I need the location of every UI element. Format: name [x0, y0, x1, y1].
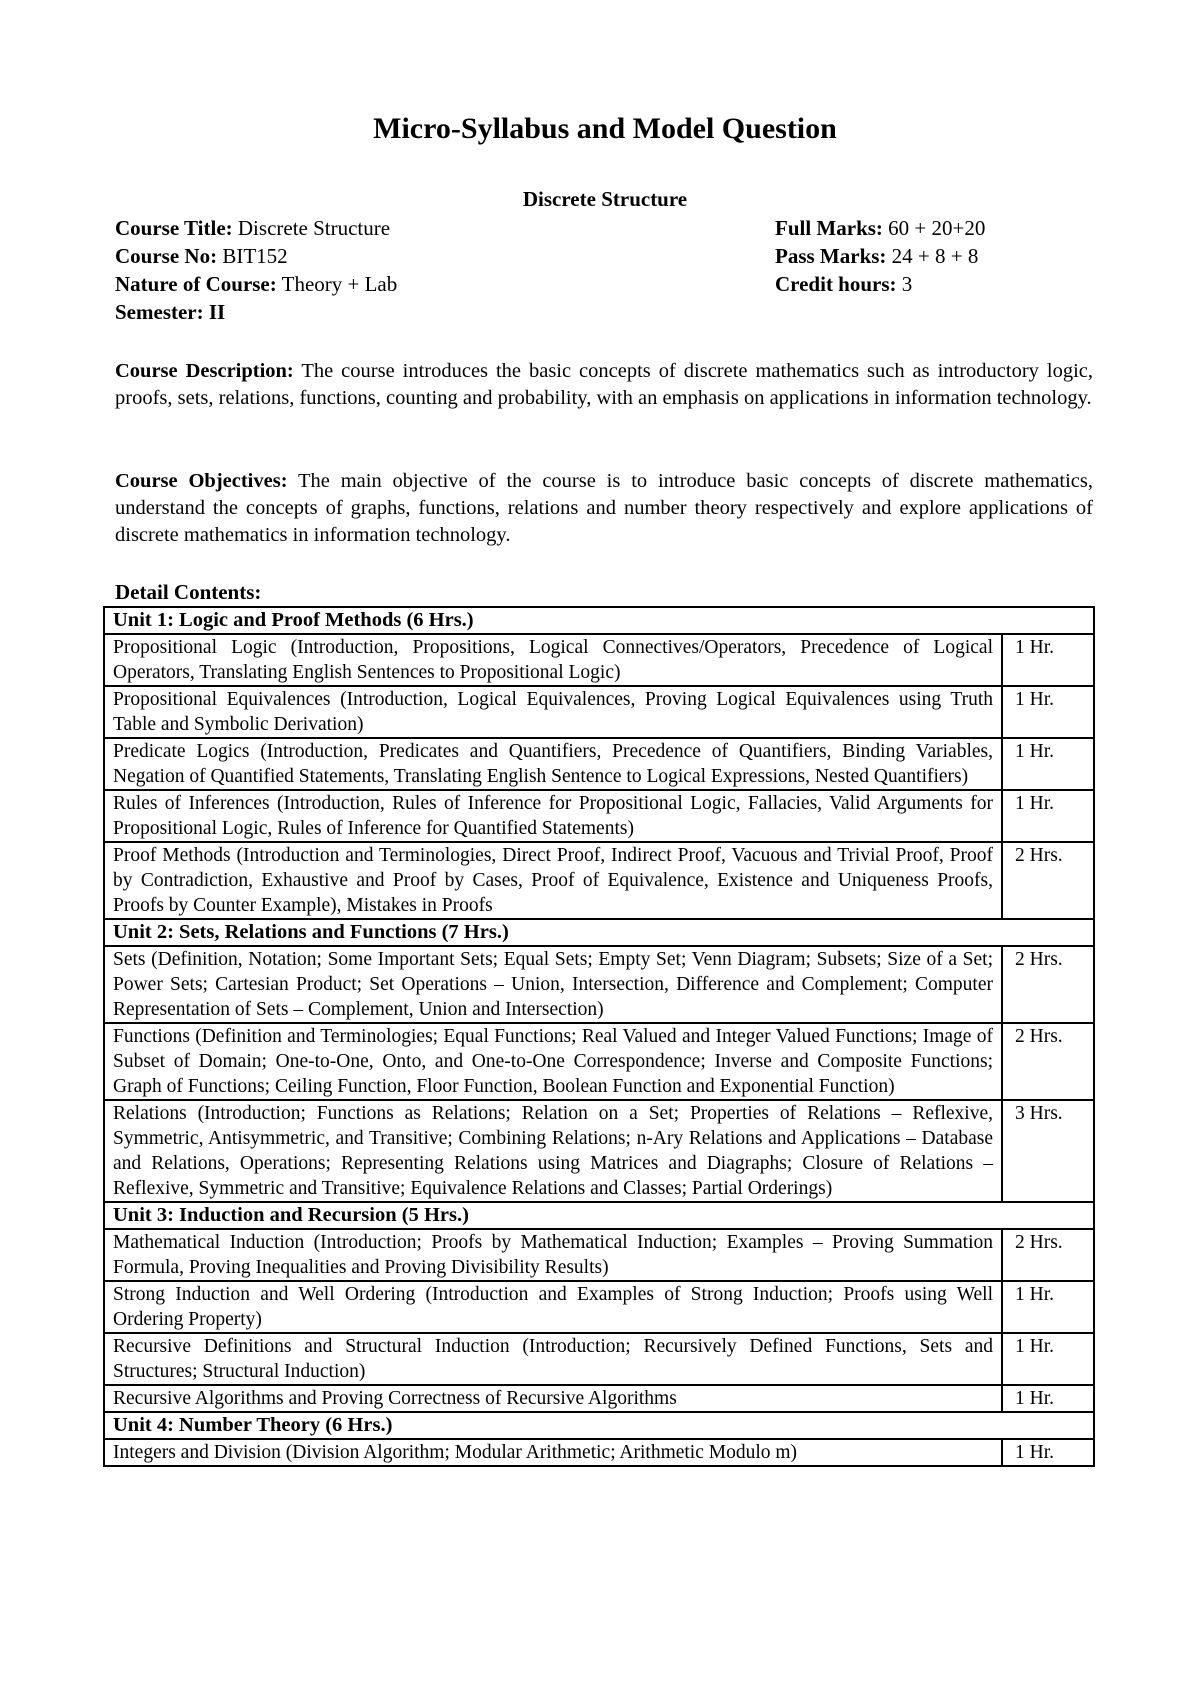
- topic-cell: Propositional Logic (Introduction, Propositions, Logical Connectives/Operators, Precedence of Logical Operators, Translating English Sentences to Propositional Logic): [104, 634, 1002, 686]
- table-row: [104, 1229, 1094, 1281]
- course-title-line: Course Title: Discrete Structure: [115, 216, 391, 240]
- topic-cell: Strong Induction and Well Ordering (Introduction and Examples of Strong Induction; Proofs using Well Ordering Property): [104, 1281, 1002, 1333]
- topic-cell: Recursive Definitions and Structural Induction (Introduction; Recursively Defined Functions, Sets and Structures; Structural Induction): [104, 1333, 1002, 1385]
- topic-cell: Rules of Inferences (Introduction, Rules of Inference for Propositional Logic, Fallacies, Valid Arguments for Propositional Logic, Rules of Inference for Quantified Statements): [104, 790, 1002, 842]
- table-row: [104, 1281, 1094, 1333]
- document-subtitle: Discrete Structure: [522, 187, 688, 211]
- unit-header-row: [104, 1202, 1094, 1229]
- hours-cell: 1 Hr.: [1002, 634, 1094, 686]
- table-row: [104, 1100, 1094, 1202]
- table-row: [104, 634, 1094, 686]
- table-row: [104, 686, 1094, 738]
- table-row: [104, 946, 1094, 1023]
- nature-of-course-line: Nature of Course: Theory + Lab: [115, 272, 398, 296]
- hours-cell: 1 Hr.: [1002, 686, 1094, 738]
- hours-cell: 1 Hr.: [1002, 790, 1094, 842]
- topic-cell: Functions (Definition and Terminologies; Equal Functions; Real Valued and Integer Valued Functions; Image of Subset of Domain; One-to-One, Onto, and One-to-One Correspondence; Inverse and Composite Functions; Graph of Functions; Ceiling Function, Floor Function, Boolean Function and Exponential Function): [104, 1023, 1002, 1100]
- hours-cell: 1 Hr.: [1002, 1385, 1094, 1412]
- document-title: Micro-Syllabus and Model Question: [373, 112, 837, 145]
- table-row: [104, 790, 1094, 842]
- course-info-right: [775, 214, 985, 298]
- semester-line: Semester: II: [115, 300, 226, 324]
- table-row: [104, 1385, 1094, 1412]
- course-objectives: Course Objectives: The main objective of the course is to introduce basic concepts of discrete mathematics, understand the concepts of graphs, functions, relations and number theory respectively and explore applications of discrete mathematics in information technology.: [115, 470, 1093, 546]
- topic-cell: Propositional Equivalences (Introduction, Logical Equivalences, Proving Logical Equivalences using Truth Table and Symbolic Derivation): [104, 686, 1002, 738]
- unit-header-row: [104, 607, 1094, 634]
- unit-title: Unit 4: Number Theory (6 Hrs.): [104, 1412, 1094, 1439]
- unit-header-row: [104, 1412, 1094, 1439]
- full-marks-line: Full Marks: 60 + 20+20: [775, 216, 986, 240]
- table-row: [104, 842, 1094, 919]
- hours-cell: 2 Hrs.: [1002, 946, 1094, 1023]
- hours-cell: 2 Hrs.: [1002, 1229, 1094, 1281]
- hours-cell: 2 Hrs.: [1002, 842, 1094, 919]
- hours-cell: 1 Hr.: [1002, 1281, 1094, 1333]
- table-row: [104, 1439, 1094, 1466]
- topic-cell: Integers and Division (Division Algorithm; Modular Arithmetic; Arithmetic Modulo m): [104, 1439, 1002, 1466]
- table-row: [104, 1333, 1094, 1385]
- unit-header-row: [104, 919, 1094, 946]
- syllabus-table: [103, 606, 1095, 1467]
- table-row: [104, 738, 1094, 790]
- hours-cell: 2 Hrs.: [1002, 1023, 1094, 1100]
- credit-hours-line: Credit hours: 3: [775, 272, 913, 296]
- hours-cell: 3 Hrs.: [1002, 1100, 1094, 1202]
- topic-cell: Proof Methods (Introduction and Terminologies, Direct Proof, Indirect Proof, Vacuous and Trivial Proof, Proof by Contradiction, Exhaustive and Proof by Cases, Proof of Equivalence, Existence and Uniqueness Proofs, Proofs by Counter Example), Mistakes in Proofs: [104, 842, 1002, 919]
- pass-marks-line: Pass Marks: 24 + 8 + 8: [775, 244, 979, 268]
- unit-title: Unit 1: Logic and Proof Methods (6 Hrs.): [104, 607, 1094, 634]
- hours-cell: 1 Hr.: [1002, 1333, 1094, 1385]
- hours-cell: 1 Hr.: [1002, 1439, 1094, 1466]
- topic-cell: Mathematical Induction (Introduction; Proofs by Mathematical Induction; Examples – Proving Summation Formula, Proving Inequalities and Proving Divisibility Results): [104, 1229, 1002, 1281]
- topic-cell: Recursive Algorithms and Proving Correctness of Recursive Algorithms: [104, 1385, 1002, 1412]
- topic-cell: Relations (Introduction; Functions as Relations; Relation on a Set; Properties of Relations – Reflexive, Symmetric, Antisymmetric, and Transitive; Combining Relations; n-Ary Relations and Applications – Database and Relations, Operations; Representing Relations using Matrices and Diagraphs; Closure of Relations – Reflexive, Symmetric and Transitive; Equivalence Relations and Classes; Partial Orderings): [104, 1100, 1002, 1202]
- course-no-line: Course No: BIT152: [115, 244, 288, 268]
- hours-cell: 1 Hr.: [1002, 738, 1094, 790]
- unit-title: Unit 3: Induction and Recursion (5 Hrs.): [104, 1202, 1094, 1229]
- table-row: [104, 1023, 1094, 1100]
- topic-cell: Sets (Definition, Notation; Some Important Sets; Equal Sets; Empty Set; Venn Diagram; Subsets; Size of a Set; Power Sets; Cartesian Product; Set Operations – Union, Intersection, Difference and Complement; Computer Representation of Sets – Complement, Union and Intersection): [104, 946, 1002, 1023]
- topic-cell: Predicate Logics (Introduction, Predicates and Quantifiers, Precedence of Quantifiers, Binding Variables, Negation of Quantified Statements, Translating English Sentence to Logical Expressions, Nested Quantifiers): [104, 738, 1002, 790]
- detail-contents-label: Detail Contents:: [115, 580, 262, 604]
- course-info-left: [115, 214, 397, 326]
- course-description: Course Description: The course introduces the basic concepts of discrete mathematics such as introductory logic, proofs, sets, relations, functions, counting and probability, with an emphasis on applications in information technology.: [115, 360, 1093, 409]
- unit-title: Unit 2: Sets, Relations and Functions (7 Hrs.): [104, 919, 1094, 946]
